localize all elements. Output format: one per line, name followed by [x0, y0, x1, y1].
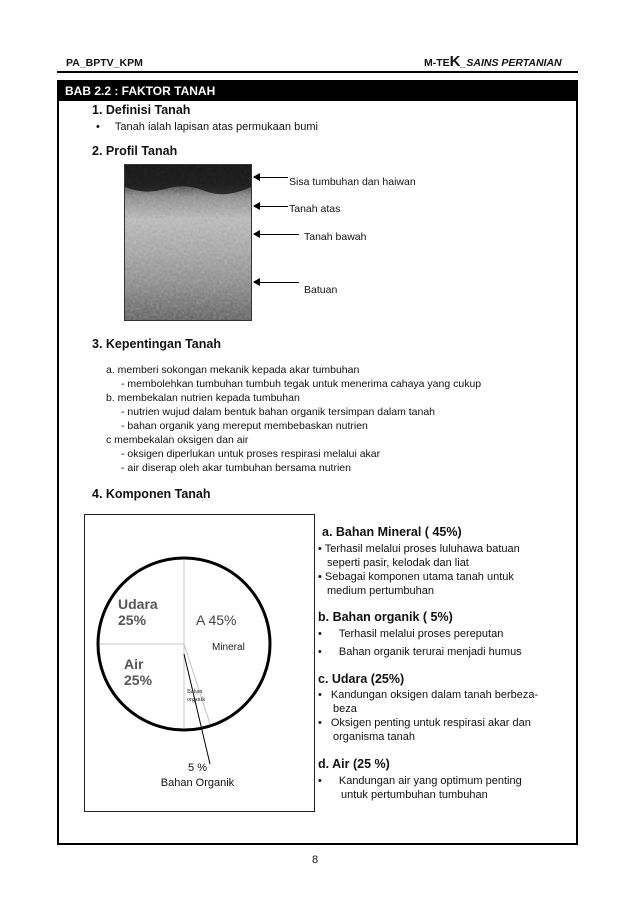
kepentingan-line: - air diserap oleh akar tumbuhan bersama nutrien: [121, 462, 351, 474]
item-c-heading: c. Udara (25%): [318, 672, 405, 686]
item-b-bullet-1: [318, 627, 568, 641]
label-sisa: Sisa tumbuhan dan haiwan: [289, 176, 416, 188]
section-komponen-heading: 4. Komponen Tanah: [92, 487, 211, 501]
item-a-bullet-1-cont: seperti pasir, kelodak dan liat: [327, 557, 469, 569]
pie-label-udara-pct: 25%: [118, 612, 147, 628]
komponen-descriptions: [318, 525, 568, 802]
kepentingan-line: - membolehkan tumbuhan tumbuh tegak untuk menerima cahaya yang cukup: [121, 378, 482, 390]
bullet-icon: •: [318, 717, 322, 729]
item-a-heading: a. Bahan Mineral ( 45%): [322, 525, 462, 539]
item-a-bullet-2-cont: medium pertumbuhan: [327, 585, 435, 597]
pie-label-udara: [118, 596, 158, 628]
kepentingan-line: - bahan organik yang mereput membebaskan nutrien: [121, 420, 368, 432]
soil-profile-photo: [124, 164, 252, 321]
item-c-bullet-2-text: Oksigen penting untuk respirasi akar dan: [330, 717, 531, 729]
item-d-bullet-1: [318, 774, 568, 802]
arrow-tanah-atas: [254, 206, 288, 207]
header-right-big: K: [449, 53, 461, 70]
bullet-icon: •: [96, 121, 100, 133]
header-right: [424, 53, 562, 70]
item-c-bullet-1: [318, 688, 568, 716]
bullet-icon: •: [318, 775, 322, 787]
item-a-bullet-1: [318, 542, 568, 570]
item-c-bullet-1-text: Kandungan oksigen dalam tanah berbeza-: [330, 689, 539, 701]
pie-label-organik-small-1: Bahan: [187, 689, 203, 695]
section-kepentingan-heading: 3. Kepentingan Tanah: [92, 337, 221, 351]
header-right-suffix: _SAINS PERTANIAN: [460, 57, 562, 69]
label-batuan: Batuan: [304, 284, 338, 296]
item-c-bullet-1-cont: beza: [333, 703, 357, 715]
kepentingan-line: - oksigen diperlukan untuk proses respirasi melalui akar: [121, 448, 381, 460]
arrow-tanah-bawah: [254, 234, 299, 235]
item-b-bullet-1-text: Terhasil melalui proses pereputan: [338, 628, 504, 640]
item-a-bullet-2-text: Sebagai komponen utama tanah untuk: [324, 571, 514, 583]
bullet-icon: •: [318, 543, 322, 555]
pie-callout-pct: 5 %: [188, 762, 207, 774]
kepentingan-line: - nutrien wujud dalam bentuk bahan organik tersimpan dalam tanah: [121, 406, 436, 418]
section-definisi-heading: 1. Definisi Tanah: [92, 103, 191, 117]
pie-label-air-pct: 25%: [124, 672, 153, 688]
item-a-bullet-2: [318, 570, 568, 598]
kepentingan-line: a. memberi sokongan mekanik kepada akar tumbuhan: [106, 364, 360, 376]
definisi-bullet-text: Tanah ialah lapisan atas permukaan bumi: [114, 121, 318, 133]
bullet-icon: •: [318, 628, 322, 640]
pie-label-air: [124, 656, 152, 688]
kepentingan-line: b. membekalan nutrien kepada tumbuhan: [106, 392, 300, 404]
definisi-bullet: [96, 121, 318, 133]
item-c-bullet-2: [318, 716, 568, 744]
soil-profile-image: [125, 165, 251, 320]
label-tanah-atas: Tanah atas: [289, 203, 341, 215]
pie-callout-label: Bahan Organik: [160, 777, 235, 789]
item-b-bullet-2-text: Bahan organik terurai menjadi humus: [338, 646, 522, 658]
arrow-sisa: [254, 177, 288, 178]
arrow-batuan: [254, 282, 299, 283]
item-d-bullet-1-cont: untuk pertumbuhan tumbuhan: [341, 789, 488, 801]
pie-label-air-name: Air: [124, 656, 144, 672]
item-d-bullet-1-text: Kandungan air yang optimum penting: [338, 775, 522, 787]
item-a-bullet-1-text: Terhasil melalui proses luluhawa batuan: [324, 543, 520, 555]
kepentingan-list: [106, 363, 481, 475]
pie-label-organik-small-2: organik: [187, 697, 206, 703]
kepentingan-line: c membekalan oksigen dan air: [106, 434, 249, 446]
bullet-icon: •: [318, 646, 322, 658]
pie-label-organik-small: [187, 688, 205, 704]
pie-label-mineral-pct: A 45%: [196, 612, 237, 628]
bullet-icon: •: [318, 689, 322, 701]
header-rule: [57, 71, 578, 73]
header-right-prefix: M-TE: [424, 57, 450, 69]
pie-callout: [150, 761, 245, 791]
header-left: PA_BPTV_KPM: [66, 57, 143, 69]
bullet-icon: •: [318, 571, 322, 583]
label-tanah-bawah: Tanah bawah: [304, 231, 367, 243]
item-d-heading: d. Air (25 %): [318, 757, 390, 771]
section-profil-heading: 2. Profil Tanah: [92, 144, 178, 158]
item-c-bullet-2-cont: organisma tanah: [333, 731, 415, 743]
page-number: 8: [312, 854, 319, 866]
item-b-heading: b. Bahan organik ( 5%): [318, 610, 453, 624]
pie-label-udara-name: Udara: [118, 596, 158, 612]
pie-label-mineral-word: Mineral: [212, 642, 245, 653]
chapter-title: BAB 2.2 : FAKTOR TANAH: [59, 82, 576, 101]
item-b-bullet-2: [318, 645, 568, 659]
